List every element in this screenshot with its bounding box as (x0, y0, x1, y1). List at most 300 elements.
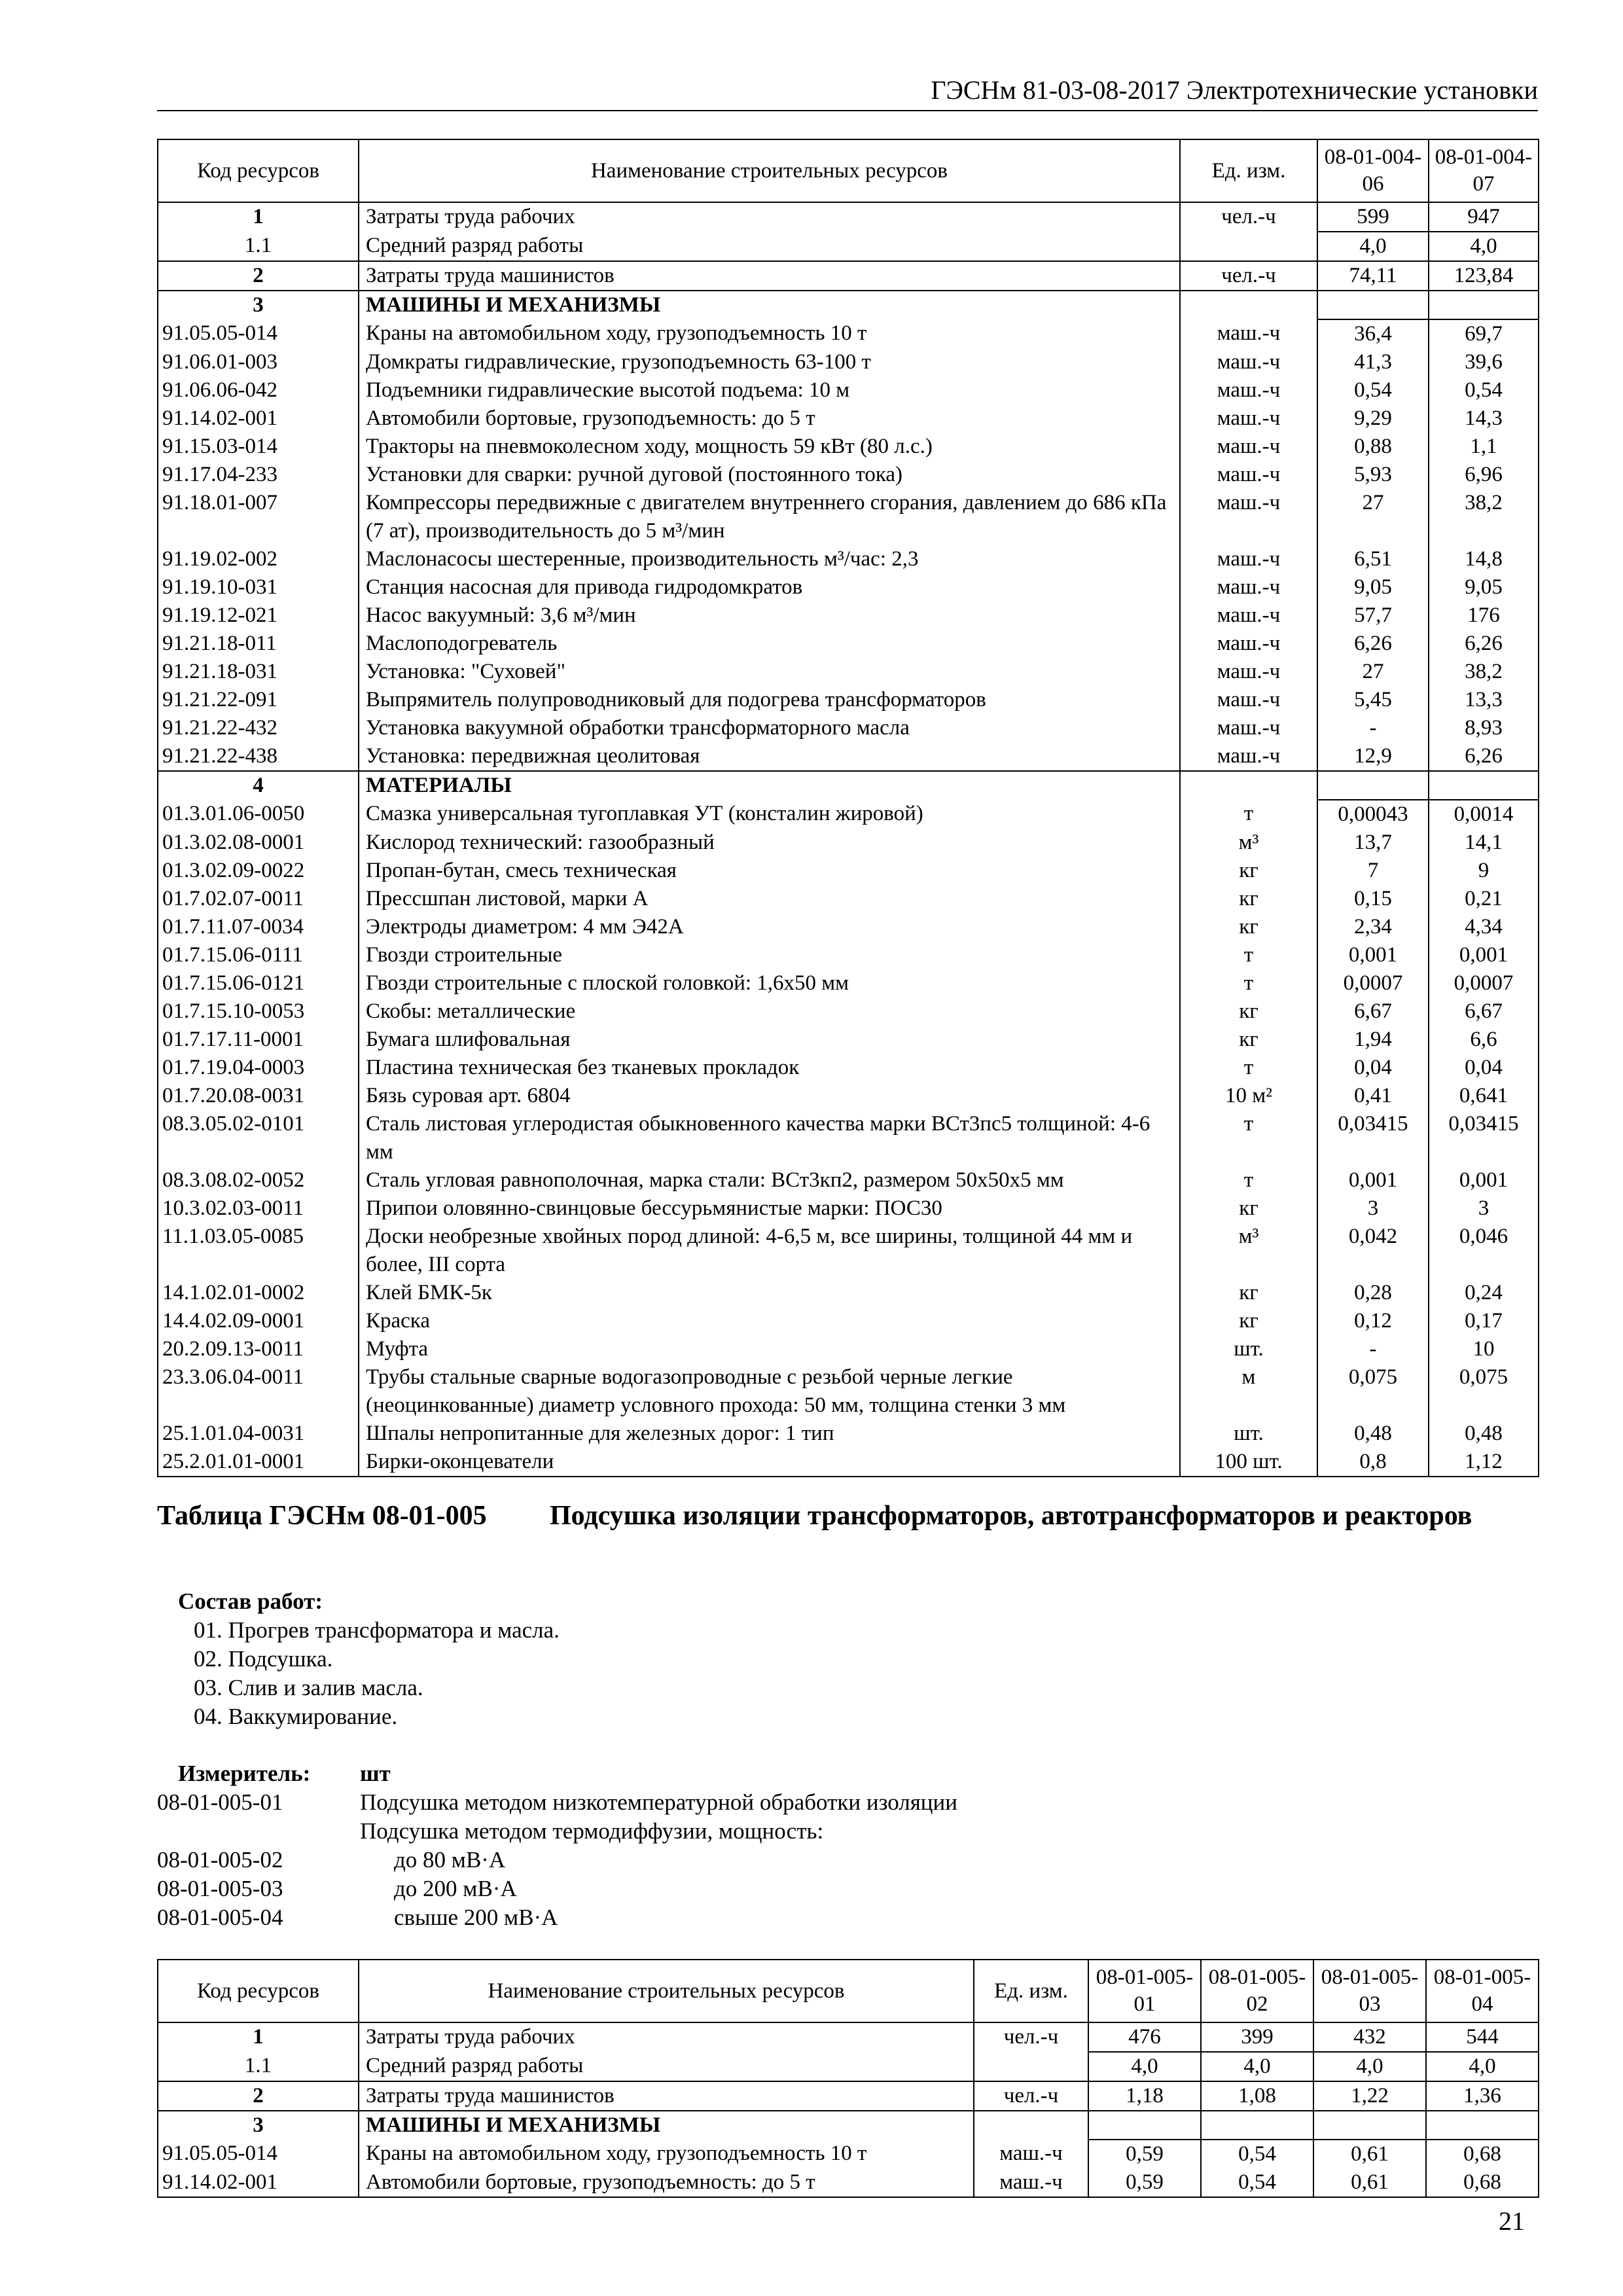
table-row (158, 2022, 1539, 2052)
row-value: 4,0 (1088, 2052, 1201, 2081)
row-value: 12,9 (1317, 742, 1429, 771)
row-code: 91.18.01-007 (158, 489, 359, 545)
row-name: Подъемники гидравлические высотой подъема: 10 м (359, 376, 1180, 404)
row-value: 6,6 (1429, 1026, 1539, 1054)
table-row (158, 1335, 1539, 1363)
table-row (158, 1110, 1539, 1166)
header-name: Наименование строительных ресурсов (359, 139, 1180, 202)
meter-text: свыше 200 мВ·А (394, 1905, 558, 1930)
row-code: 01.7.19.04-0003 (158, 1054, 359, 1082)
row-value: 6,67 (1317, 997, 1429, 1026)
row-name: Бумага шлифовальная (359, 1026, 1180, 1054)
row-value: 36,4 (1317, 319, 1429, 348)
row-unit: чел.-ч (974, 2081, 1088, 2111)
row-unit: 10 м² (1180, 1082, 1317, 1110)
row-value (1201, 2111, 1313, 2140)
row-name: Муфта (359, 1335, 1180, 1363)
meter-text: до 200 мВ·А (394, 1876, 517, 1901)
row-name: Доски необрезные хвойных пород длиной: 4-6,5 м, все ширины, толщиной 44 мм и более, III сорта (359, 1223, 1180, 1279)
work-item: 04. Ваккумирование. (194, 1704, 398, 1729)
row-name: Кислород технический: газообразный (359, 829, 1180, 857)
meter-block (157, 1759, 1270, 1932)
row-name: МАШИНЫ И МЕХАНИЗМЫ (359, 291, 1180, 319)
table-number: Таблица ГЭСНм 08-01-005 (157, 1501, 487, 1531)
row-unit: м (1180, 1363, 1317, 1420)
row-value: 0,001 (1317, 1166, 1429, 1194)
row-code: 91.15.03-014 (158, 433, 359, 461)
row-value: 0,03415 (1317, 1110, 1429, 1166)
row-value: 2,34 (1317, 913, 1429, 941)
row-value: 947 (1429, 202, 1539, 232)
table-row (158, 2168, 1539, 2197)
meter-code: 08-01-005-03 (157, 1876, 283, 1901)
row-code: 01.7.15.10-0053 (158, 997, 359, 1026)
row-value: 0,88 (1317, 433, 1429, 461)
row-value: 599 (1317, 202, 1429, 232)
row-code: 91.21.22-438 (158, 742, 359, 771)
row-value: 38,2 (1429, 489, 1539, 545)
row-value: 0,28 (1317, 1279, 1429, 1307)
row-name: Установка вакуумной обработки трансформаторного масла (359, 714, 1180, 742)
row-unit: т (1180, 941, 1317, 969)
row-value: 0,0007 (1429, 969, 1539, 997)
header-col-2: 08-01-005-02 (1201, 1960, 1313, 2022)
row-name: Гвозди строительные с плоской головкой: 1,6х50 мм (359, 969, 1180, 997)
table-row (158, 1082, 1539, 1110)
row-name: Автомобили бортовые, грузоподъемность: до 5 т (359, 404, 1180, 433)
row-value: 0,68 (1426, 2168, 1539, 2197)
row-value (1317, 771, 1429, 800)
header-unit: Ед. изм. (974, 1960, 1088, 2022)
row-unit: м³ (1180, 829, 1317, 857)
row-code: 01.3.02.09-0022 (158, 857, 359, 885)
row-unit (1180, 291, 1317, 319)
row-unit: кг (1180, 1194, 1317, 1223)
row-name: МАТЕРИАЛЫ (359, 771, 1180, 800)
row-value: 1,18 (1088, 2081, 1201, 2111)
row-value: 0,046 (1429, 1223, 1539, 1279)
table-row (158, 1223, 1539, 1279)
row-code: 23.3.06.04-0011 (158, 1363, 359, 1420)
works-composition (178, 1587, 560, 1731)
table-row (158, 461, 1539, 489)
table-row (158, 1420, 1539, 1448)
row-value: 41,3 (1317, 348, 1429, 376)
row-value: 0,54 (1201, 2168, 1313, 2197)
row-code: 91.21.18-011 (158, 630, 359, 658)
row-value (1088, 2111, 1201, 2140)
table-row (158, 686, 1539, 714)
row-name: Маслонасосы шестеренные, производительность м³/час: 2,3 (359, 545, 1180, 573)
row-name: Краны на автомобильном ходу, грузоподъемность 10 т (359, 2140, 974, 2168)
table-row (158, 1279, 1539, 1307)
header-code: Код ресурсов (158, 1960, 359, 2022)
row-value: 39,6 (1429, 348, 1539, 376)
row-code: 01.7.02.07-0011 (158, 885, 359, 913)
row-name: Смазка универсальная тугоплавкая УТ (консталин жировой) (359, 800, 1180, 829)
header-name: Наименование строительных ресурсов (359, 1960, 974, 2022)
row-code: 91.05.05-014 (158, 319, 359, 348)
row-name: Средний разряд работы (359, 2052, 974, 2081)
row-value: 0,54 (1201, 2140, 1313, 2168)
row-name: Компрессоры передвижные с двигателем внутреннего сгорания, давлением до 686 кПа (7 ат), производительность до 5 м³/мин (359, 489, 1180, 545)
row-value: 0,641 (1429, 1082, 1539, 1110)
row-code: 01.7.11.07-0034 (158, 913, 359, 941)
row-unit: т (1180, 969, 1317, 997)
row-code: 4 (158, 771, 359, 800)
row-code: 01.7.15.06-0111 (158, 941, 359, 969)
row-value: 6,26 (1317, 630, 1429, 658)
work-item: 01. Прогрев трансформатора и масла. (194, 1617, 560, 1643)
table-row (158, 658, 1539, 686)
row-code: 1 (158, 202, 359, 232)
row-unit: маш.-ч (1180, 433, 1317, 461)
row-value: 1,36 (1426, 2081, 1539, 2111)
row-value: 4,0 (1317, 232, 1429, 261)
row-code: 91.14.02-001 (158, 2168, 359, 2197)
row-value: 0,59 (1088, 2140, 1201, 2168)
row-value: - (1317, 1335, 1429, 1363)
row-value: 6,26 (1429, 630, 1539, 658)
row-unit: чел.-ч (1180, 202, 1317, 232)
meter-code: 08-01-005-01 (157, 1789, 283, 1815)
row-unit: кг (1180, 885, 1317, 913)
table-body (158, 2022, 1539, 2197)
table-row (158, 376, 1539, 404)
row-value: 13,3 (1429, 686, 1539, 714)
row-unit: кг (1180, 1026, 1317, 1054)
row-name: Краны на автомобильном ходу, грузоподъемность 10 т (359, 319, 1180, 348)
table-row (158, 913, 1539, 941)
row-value (1426, 2111, 1539, 2140)
row-value: 0,075 (1429, 1363, 1539, 1420)
row-value: 8,93 (1429, 714, 1539, 742)
row-unit: 100 шт. (1180, 1448, 1317, 1477)
row-value: 544 (1426, 2022, 1539, 2052)
row-unit (1180, 232, 1317, 261)
row-code: 91.14.02-001 (158, 404, 359, 433)
row-name: Средний разряд работы (359, 232, 1180, 261)
meter-text: Подсушка методом термодиффузии, мощность: (360, 1818, 824, 1844)
row-code: 01.3.01.06-0050 (158, 800, 359, 829)
row-code: 1.1 (158, 2052, 359, 2081)
table-row (158, 800, 1539, 829)
row-value: 3 (1429, 1194, 1539, 1223)
row-value: 123,84 (1429, 261, 1539, 291)
row-name: Затраты труда машинистов (359, 261, 1180, 291)
table-row (158, 545, 1539, 573)
meter-text: до 80 мВ·А (394, 1847, 506, 1873)
row-code: 91.19.02-002 (158, 545, 359, 573)
row-value: 0,21 (1429, 885, 1539, 913)
row-value: 0,59 (1088, 2168, 1201, 2197)
table-row (158, 1363, 1539, 1420)
table-row (158, 1194, 1539, 1223)
row-code: 11.1.03.05-0085 (158, 1223, 359, 1279)
row-code: 91.19.12-021 (158, 601, 359, 630)
row-value: 5,93 (1317, 461, 1429, 489)
row-value: 0,0007 (1317, 969, 1429, 997)
table-row (158, 997, 1539, 1026)
row-code: 01.7.20.08-0031 (158, 1082, 359, 1110)
row-name: Установки для сварки: ручной дуговой (постоянного тока) (359, 461, 1180, 489)
row-value (1317, 291, 1429, 319)
row-value: 14,3 (1429, 404, 1539, 433)
meter-unit: шт (360, 1761, 391, 1786)
table-row (158, 291, 1539, 319)
row-unit: кг (1180, 857, 1317, 885)
row-value: 0,61 (1313, 2168, 1426, 2197)
row-unit: маш.-ч (1180, 658, 1317, 686)
row-value: 9,05 (1317, 573, 1429, 601)
row-value: 9,05 (1429, 573, 1539, 601)
row-unit: шт. (1180, 1335, 1317, 1363)
table-title: Подсушка изоляции трансформаторов, автотрансформаторов и реакторов (550, 1501, 1472, 1531)
table-row (158, 1054, 1539, 1082)
row-value: 0,41 (1317, 1082, 1429, 1110)
row-value: 7 (1317, 857, 1429, 885)
resources-table-005 (157, 1959, 1539, 2198)
row-value: 0,17 (1429, 1307, 1539, 1335)
row-code: 3 (158, 2111, 359, 2140)
row-value: 0,042 (1317, 1223, 1429, 1279)
row-value: 0,15 (1317, 885, 1429, 913)
row-value: 4,0 (1426, 2052, 1539, 2081)
meter-text: Подсушка методом низкотемпературной обработки изоляции (360, 1789, 957, 1815)
row-value: 9 (1429, 857, 1539, 885)
row-name: Тракторы на пневмоколесном ходу, мощность 59 кВт (80 л.с.) (359, 433, 1180, 461)
row-value: 0,00043 (1317, 800, 1429, 829)
row-value: 0,04 (1429, 1054, 1539, 1082)
row-unit (974, 2052, 1088, 2081)
table-row (158, 601, 1539, 630)
row-unit: маш.-ч (1180, 573, 1317, 601)
row-unit: маш.-ч (974, 2140, 1088, 2168)
row-name: Бирки-оконцеватели (359, 1448, 1180, 1477)
header-unit: Ед. изм. (1180, 139, 1317, 202)
table-row (158, 404, 1539, 433)
row-code: 91.21.18-031 (158, 658, 359, 686)
row-value: 4,34 (1429, 913, 1539, 941)
row-code: 91.06.01-003 (158, 348, 359, 376)
row-unit (1180, 771, 1317, 800)
row-value: 0,68 (1426, 2140, 1539, 2168)
row-value: 1,1 (1429, 433, 1539, 461)
row-code: 20.2.09.13-0011 (158, 1335, 359, 1363)
row-value: 6,67 (1429, 997, 1539, 1026)
row-unit: маш.-ч (1180, 489, 1317, 545)
page-header: ГЭСНм 81-03-08-2017 Электротехнические установки (157, 73, 1538, 111)
work-item: 03. Слив и залив масла. (194, 1675, 423, 1700)
row-unit: маш.-ч (1180, 376, 1317, 404)
row-name: Сталь угловая равнополочная, марка стали: ВСт3кп2, размером 50х50х5 мм (359, 1166, 1180, 1194)
table-row (158, 348, 1539, 376)
row-unit: маш.-ч (1180, 714, 1317, 742)
row-value: 0,001 (1317, 941, 1429, 969)
row-unit: т (1180, 1166, 1317, 1194)
table-row (158, 1166, 1539, 1194)
table-row (158, 1448, 1539, 1477)
header-col-3: 08-01-005-03 (1313, 1960, 1426, 2022)
row-name: Установка: передвижная цеолитовая (359, 742, 1180, 771)
header-col-1: 08-01-005-01 (1088, 1960, 1201, 2022)
row-name: Затраты труда рабочих (359, 202, 1180, 232)
meter-label: Измеритель: (178, 1761, 311, 1786)
row-code: 08.3.05.02-0101 (158, 1110, 359, 1166)
row-unit: маш.-ч (1180, 742, 1317, 771)
row-code: 91.17.04-233 (158, 461, 359, 489)
row-unit: маш.-ч (1180, 348, 1317, 376)
row-code: 91.19.10-031 (158, 573, 359, 601)
row-code: 01.7.17.11-0001 (158, 1026, 359, 1054)
row-name: Бязь суровая арт. 6804 (359, 1082, 1180, 1110)
row-code: 01.7.15.06-0121 (158, 969, 359, 997)
row-code: 91.06.06-042 (158, 376, 359, 404)
row-code: 01.3.02.08-0001 (158, 829, 359, 857)
row-name: Пластина техническая без тканевых прокладок (359, 1054, 1180, 1082)
row-name: Скобы: металлические (359, 997, 1180, 1026)
row-value: 1,08 (1201, 2081, 1313, 2111)
row-code: 25.2.01.01-0001 (158, 1448, 359, 1477)
row-code: 91.05.05-014 (158, 2140, 359, 2168)
row-name: Электроды диаметром: 4 мм Э42А (359, 913, 1180, 941)
row-value: 6,51 (1317, 545, 1429, 573)
row-value (1313, 2111, 1426, 2140)
row-value (1429, 771, 1539, 800)
row-name: Гвозди строительные (359, 941, 1180, 969)
table-row (158, 1307, 1539, 1335)
table-row (158, 941, 1539, 969)
row-value: 4,0 (1201, 2052, 1313, 2081)
row-value: 0,61 (1313, 2140, 1426, 2168)
row-value: 0,0014 (1429, 800, 1539, 829)
row-name: Насос вакуумный: 3,6 м³/мин (359, 601, 1180, 630)
row-name: Пропан-бутан, смесь техническая (359, 857, 1180, 885)
row-value (1429, 291, 1539, 319)
row-name: Станция насосная для привода гидродомкратов (359, 573, 1180, 601)
table-row (158, 2052, 1539, 2081)
row-unit (974, 2111, 1088, 2140)
row-value: 0,24 (1429, 1279, 1539, 1307)
row-name: Автомобили бортовые, грузоподъемность: до 5 т (359, 2168, 974, 2197)
row-value: 0,8 (1317, 1448, 1429, 1477)
row-value: 1,22 (1313, 2081, 1426, 2111)
table-row (158, 829, 1539, 857)
row-value: 0,03415 (1429, 1110, 1539, 1166)
row-value: 27 (1317, 658, 1429, 686)
row-code: 91.21.22-432 (158, 714, 359, 742)
table-row (158, 319, 1539, 348)
row-unit: маш.-ч (1180, 545, 1317, 573)
row-value: 27 (1317, 489, 1429, 545)
row-name: Клей БМК-5к (359, 1279, 1180, 1307)
table-row (158, 261, 1539, 291)
row-unit: т (1180, 1054, 1317, 1082)
row-name: Маслоподогреватель (359, 630, 1180, 658)
table-row (158, 232, 1539, 261)
header-col-4: 08-01-005-04 (1426, 1960, 1539, 2022)
page-number: 21 (1499, 2206, 1525, 2236)
table-row (158, 714, 1539, 742)
row-unit: маш.-ч (1180, 630, 1317, 658)
row-value: 14,1 (1429, 829, 1539, 857)
row-unit: маш.-ч (1180, 461, 1317, 489)
row-value: 9,29 (1317, 404, 1429, 433)
row-name: МАШИНЫ И МЕХАНИЗМЫ (359, 2111, 974, 2140)
resources-table-004 (157, 139, 1539, 1477)
row-value: 5,45 (1317, 686, 1429, 714)
row-unit: чел.-ч (974, 2022, 1088, 2052)
row-value: 1,94 (1317, 1026, 1429, 1054)
row-value: 4,0 (1429, 232, 1539, 261)
table-row (158, 489, 1539, 545)
row-value: 6,96 (1429, 461, 1539, 489)
row-name: Затраты труда машинистов (359, 2081, 974, 2111)
table-row (158, 857, 1539, 885)
row-value: 0,12 (1317, 1307, 1429, 1335)
row-value: 176 (1429, 601, 1539, 630)
table-row (158, 433, 1539, 461)
row-unit: маш.-ч (974, 2168, 1088, 2197)
row-code: 14.1.02.01-0002 (158, 1279, 359, 1307)
row-value: 1,12 (1429, 1448, 1539, 1477)
row-value: 0,48 (1429, 1420, 1539, 1448)
row-code: 10.3.02.03-0011 (158, 1194, 359, 1223)
row-unit: маш.-ч (1180, 601, 1317, 630)
table-row (158, 2081, 1539, 2111)
table-row (158, 742, 1539, 771)
table-row (158, 2111, 1539, 2140)
table-row (158, 885, 1539, 913)
row-code: 3 (158, 291, 359, 319)
table-row (158, 202, 1539, 232)
row-code: 14.4.02.09-0001 (158, 1307, 359, 1335)
work-item: 02. Подсушка. (194, 1646, 333, 1672)
row-name: Сталь листовая углеродистая обыкновенного качества марки ВСт3пс5 толщиной: 4-6 мм (359, 1110, 1180, 1166)
row-value: 6,26 (1429, 742, 1539, 771)
row-name: Установка: "Суховей" (359, 658, 1180, 686)
row-code: 1 (158, 2022, 359, 2052)
row-value: 0,001 (1429, 1166, 1539, 1194)
meter-code: 08-01-005-04 (157, 1905, 283, 1930)
header-col-2: 08-01-004-07 (1429, 139, 1539, 202)
row-code: 2 (158, 2081, 359, 2111)
row-name: Прессшпан листовой, марки А (359, 885, 1180, 913)
row-unit: т (1180, 800, 1317, 829)
row-name: Домкраты гидравлические, грузоподъемность 63-100 т (359, 348, 1180, 376)
row-code: 91.21.22-091 (158, 686, 359, 714)
row-value: 0,04 (1317, 1054, 1429, 1082)
row-unit: кг (1180, 997, 1317, 1026)
table-row (158, 969, 1539, 997)
row-unit: чел.-ч (1180, 261, 1317, 291)
row-code: 2 (158, 261, 359, 291)
row-value: 38,2 (1429, 658, 1539, 686)
row-unit: м³ (1180, 1223, 1317, 1279)
row-unit: маш.-ч (1180, 404, 1317, 433)
row-unit: шт. (1180, 1420, 1317, 1448)
row-value: 399 (1201, 2022, 1313, 2052)
row-unit: т (1180, 1110, 1317, 1166)
row-unit: маш.-ч (1180, 319, 1317, 348)
row-code: 1.1 (158, 232, 359, 261)
works-title: Состав работ: (178, 1588, 323, 1614)
row-name: Затраты труда рабочих (359, 2022, 974, 2052)
table-row (158, 771, 1539, 800)
row-value: 13,7 (1317, 829, 1429, 857)
row-value: 0,075 (1317, 1363, 1429, 1420)
header-col-1: 08-01-004-06 (1317, 139, 1429, 202)
